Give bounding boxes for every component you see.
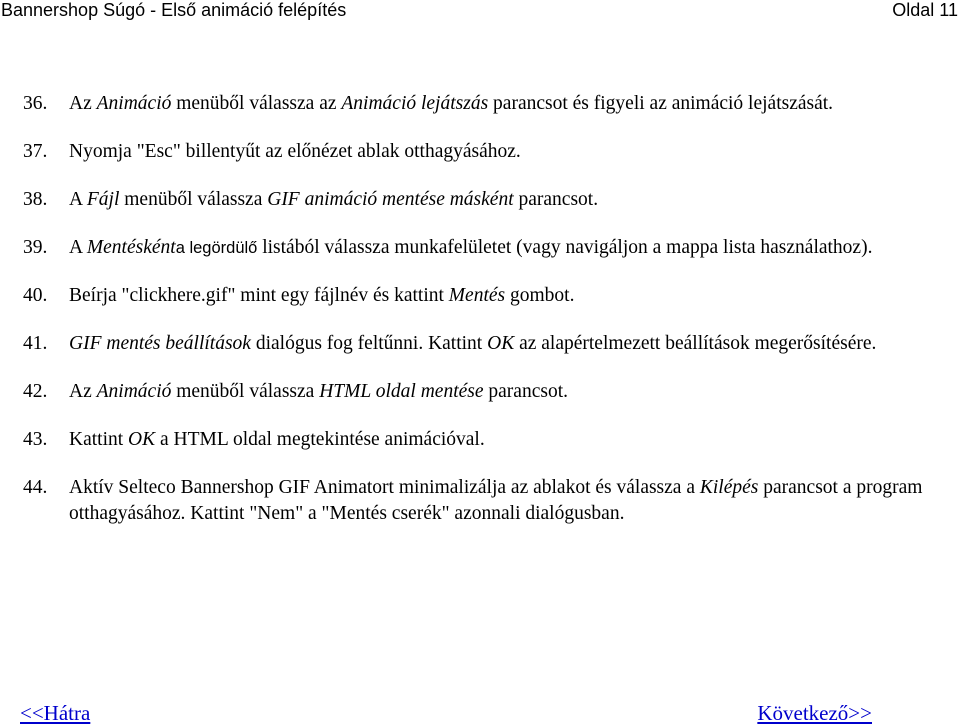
button-name: OK	[487, 333, 515, 354]
step-number: 38.	[23, 189, 48, 210]
step-number: 43.	[23, 429, 48, 450]
command-name: GIF animáció mentése másként	[267, 189, 514, 210]
menu-name: Animáció	[96, 381, 172, 402]
step-text: Kattint	[69, 429, 129, 450]
step-text: parancsot és figyeli az animáció lejátszását.	[488, 93, 834, 114]
step-37	[23, 139, 943, 165]
step-text: parancsot a program otthagyásához. Kattint "Nem" a "Mentés cserék" azonnali dialógusban.	[69, 477, 923, 524]
step-39	[23, 235, 943, 261]
step-text: A	[69, 237, 87, 258]
step-text: gombot.	[505, 285, 575, 306]
command-name: HTML oldal mentése	[319, 381, 484, 402]
step-text: listából válassza munkafelületet (vagy navigáljon a mappa lista használathoz).	[257, 237, 873, 258]
command-name: Kilépés	[699, 477, 759, 498]
next-link[interactable]: Következő>>	[757, 701, 872, 725]
step-44	[23, 475, 943, 527]
step-number: 41.	[23, 333, 48, 354]
step-41	[23, 331, 943, 357]
step-text: a HTML oldal megtekintése animációval.	[155, 429, 485, 450]
step-38	[23, 187, 943, 213]
document-title: Bannershop Súgó - Első animáció felépítés	[1, 0, 347, 20]
button-name: OK	[128, 429, 156, 450]
step-number: 42.	[23, 381, 48, 402]
page-number: Oldal 11	[892, 0, 958, 20]
step-text: Beírja "clickhere.gif" mint egy fájlnév és kattint	[69, 285, 449, 306]
step-text: parancsot.	[513, 189, 599, 210]
step-text: parancsot.	[483, 381, 568, 402]
field-name: Mentésként	[86, 237, 176, 258]
step-number: 39.	[23, 237, 48, 258]
page-header	[0, 0, 960, 26]
step-text: A	[69, 189, 87, 210]
step-text: menüből válassza	[171, 381, 320, 402]
step-40	[23, 283, 943, 309]
step-number: 36.	[23, 93, 48, 114]
step-text: Az	[69, 93, 97, 114]
step-text-sans: a legördülő	[175, 239, 258, 257]
step-36	[23, 91, 943, 117]
step-43	[23, 427, 943, 453]
step-text: menüből válassza az	[171, 93, 342, 114]
step-text: az alapértelmezett beállítások megerősítésére.	[514, 333, 877, 354]
command-name: Animáció lejátszás	[341, 93, 489, 114]
back-link[interactable]: <<Hátra	[20, 701, 91, 725]
step-text: dialógus fog feltűnni. Kattint	[250, 333, 488, 354]
menu-name: Fájl	[86, 189, 120, 210]
dialog-name: GIF mentés beállítások	[69, 333, 251, 354]
step-text: Nyomja "Esc" billentyűt az előnézet ablak otthagyásához.	[69, 141, 521, 162]
step-number: 40.	[23, 285, 48, 306]
step-number: 44.	[23, 477, 48, 498]
step-text: Az	[69, 381, 97, 402]
step-42	[23, 379, 943, 405]
step-list	[23, 91, 943, 549]
step-text: Aktív Selteco Bannershop GIF Animatort minimalizálja az ablakot és válassza a	[69, 477, 700, 498]
step-number: 37.	[23, 141, 48, 162]
menu-name: Animáció	[96, 93, 172, 114]
step-text: menüből válassza	[119, 189, 268, 210]
button-name: Mentés	[448, 285, 506, 306]
